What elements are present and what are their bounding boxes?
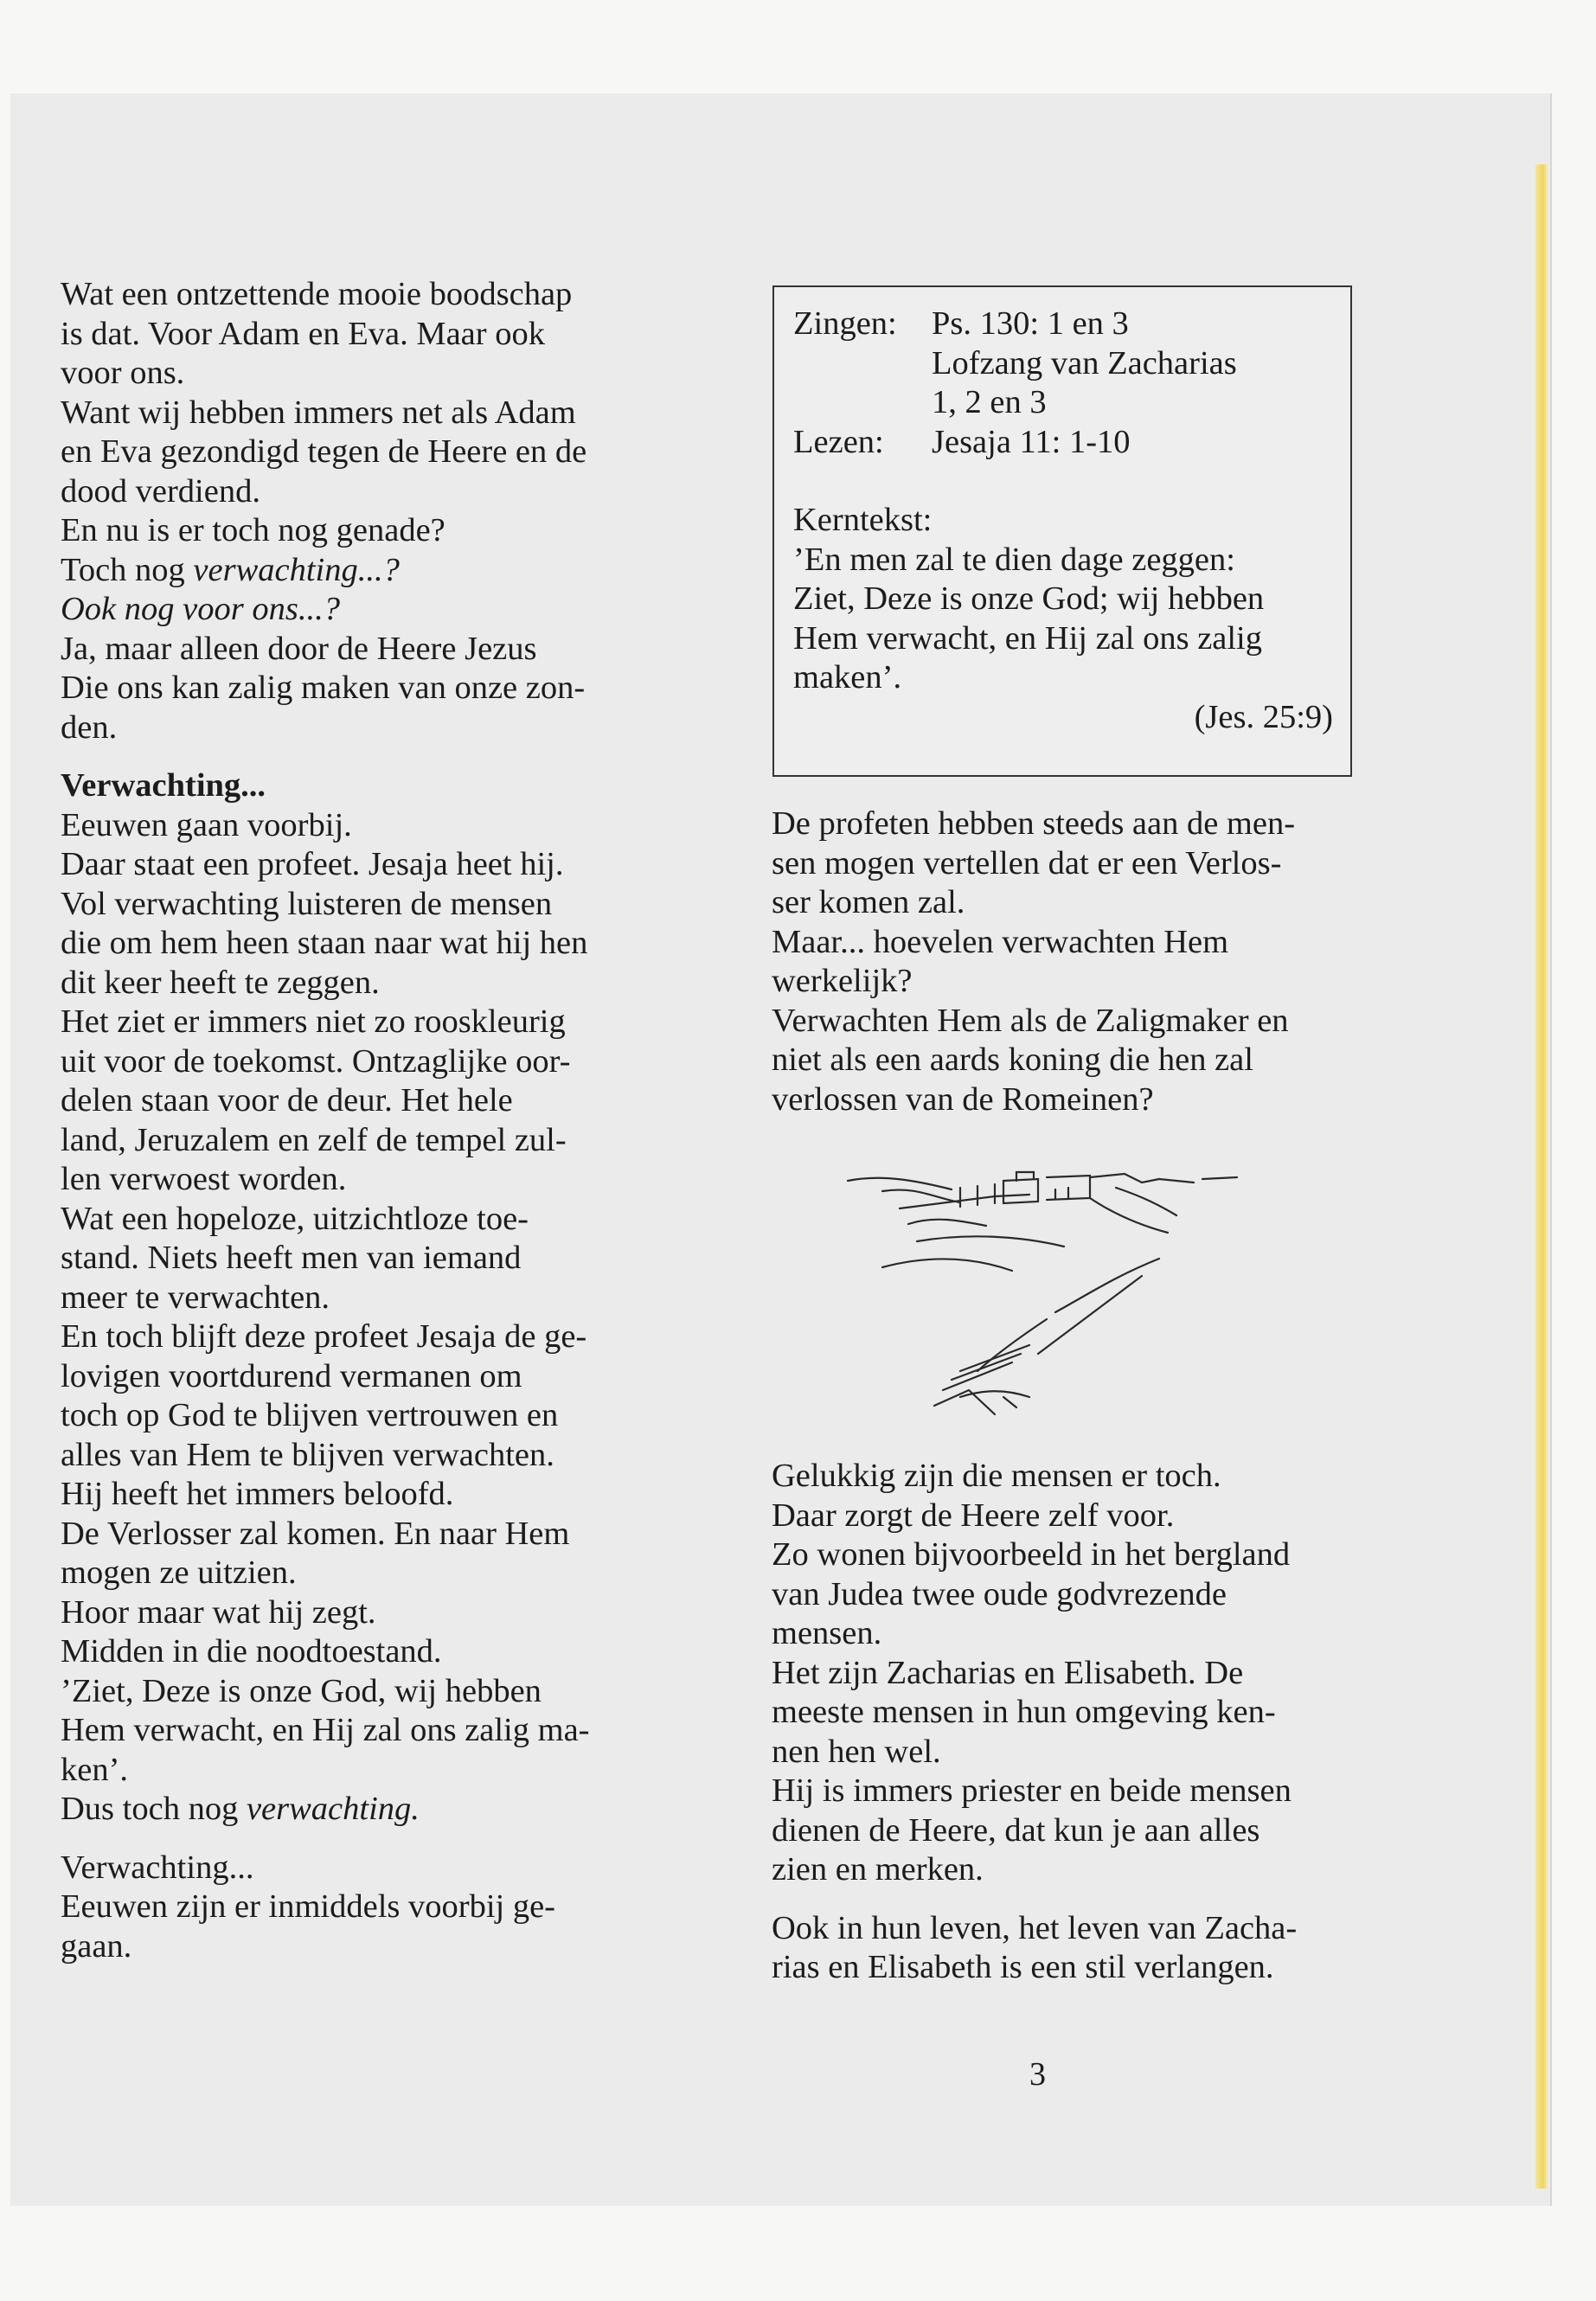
text-line: dienen de Heere, dat kun je aan alles: [772, 1811, 1260, 1849]
text-line: Die ons kan zalig maken van onze zon-: [61, 670, 586, 706]
text-line: verlossen van de Romeinen?: [772, 1080, 1154, 1118]
text-line: Zo wonen bijvoorbeeld in het bergland: [772, 1536, 1291, 1573]
page-number: 3: [1029, 2056, 1046, 2093]
text-line: die om hem heen staan naar wat hij hen: [61, 925, 588, 961]
left-column: [61, 275, 645, 1966]
text-line: toch op God te blijven vertrouwen en: [61, 1397, 559, 1433]
zingen-value: Ps. 130: 1 en 3: [932, 305, 1129, 342]
text-line: mogen ze uitzien.: [61, 1554, 297, 1591]
text-line: Vol verwachting luisteren de mensen: [61, 885, 553, 922]
text-line: nen hen wel.: [772, 1733, 941, 1770]
text-line: lovigen voortdurend vermanen om: [61, 1357, 522, 1394]
text-line: Dus toch nog: [61, 1791, 247, 1827]
kerntekst-line: ’En men zal te dien dage zeggen:: [793, 541, 1235, 578]
text-line: niet als een aards koning die hen zal: [772, 1042, 1253, 1078]
text-line: werkelijk?: [772, 963, 913, 999]
italic-text: verwachting...?: [193, 551, 400, 588]
text-line: Want wij hebben immers net als Adam: [61, 394, 576, 431]
text-line: Verwachten Hem als de Zaligmaker en: [772, 1002, 1289, 1039]
text-line: Maar... hoevelen verwachten Hem: [772, 923, 1229, 960]
text-line: Gelukkig zijn die mensen er toch.: [772, 1458, 1221, 1494]
text-line: ’Ziet, Deze is onze God, wij hebben: [61, 1672, 542, 1709]
paragraph: [61, 275, 645, 747]
text-line: Daar staat een profeet. Jesaja heet hij.: [61, 846, 564, 882]
paragraph: [61, 806, 645, 1830]
paragraph: [772, 1909, 1351, 1988]
text-line: Wat een ontzettende mooie boodschap: [61, 276, 573, 312]
italic-text: Ook nog voor ons...?: [61, 591, 340, 627]
text-line: rias en Elisabeth is een stil verlangen.: [772, 1949, 1274, 1985]
text-line: is dat. Voor Adam en Eva. Maar ook: [61, 315, 545, 352]
text-line: ken’.: [61, 1751, 129, 1788]
text-line: Eeuwen gaan voorbij.: [61, 806, 352, 843]
text-line: voor ons.: [61, 355, 185, 391]
kerntekst-line: maken’.: [793, 659, 902, 695]
text-line: len verwoest worden.: [61, 1161, 347, 1197]
paragraph: [772, 1457, 1351, 1890]
text-line: Hoor maar wat hij zegt.: [61, 1593, 376, 1631]
lezen-value: Jesaja 11: 1-10: [932, 423, 1131, 460]
page-edge: [1535, 164, 1548, 2189]
text-line: Daar zorgt de Heere zelf voor.: [772, 1497, 1175, 1534]
text-line: dood verdiend.: [61, 472, 260, 510]
text-line: Hem verwacht, en Hij zal ons zalig ma-: [61, 1712, 590, 1748]
text-line: en Eva gezondigd tegen de Heere en de: [61, 433, 587, 470]
text-line: De profeten hebben steeds aan de men-: [772, 805, 1296, 842]
reading-info-box: [772, 285, 1352, 777]
text-line: van Judea twee oude godvrezende: [772, 1575, 1227, 1612]
text-line: ser komen zal.: [772, 884, 965, 920]
kerntekst-line: Ziet, Deze is onze God; wij hebben: [793, 580, 1265, 617]
paragraph: [772, 804, 1351, 1119]
section-heading: Verwachting...: [61, 767, 266, 804]
text-line: gaan.: [61, 1927, 132, 1965]
text-line: En toch blijft deze profeet Jesaja de ge-: [61, 1318, 587, 1355]
hillside-village-illustration: [830, 1163, 1280, 1445]
text-line: Toch nog: [61, 551, 194, 588]
text-line: De Verlosser zal komen. En naar Hem: [61, 1515, 570, 1552]
text-line: Ja, maar alleen door de Heere Jezus: [61, 630, 537, 667]
text-line: meer te verwachten.: [61, 1279, 330, 1316]
zingen-value: Lofzang van Zacharias: [932, 344, 1237, 381]
text-line: Hij is immers priester en beide mensen: [772, 1772, 1292, 1809]
text-line: Het ziet er immers niet zo rooskleurig: [61, 1003, 566, 1040]
text-line: Het zijn Zacharias en Elisabeth. De: [772, 1654, 1244, 1691]
text-line: Hij heeft het immers beloofd.: [61, 1476, 454, 1512]
scripture-reference: (Jes. 25:9): [1194, 698, 1333, 735]
text-line: delen staan voor de deur. Het hele: [61, 1082, 513, 1118]
zingen-row: [793, 304, 1333, 344]
text-line: Ook in hun leven, het leven van Zacha-: [772, 1909, 1298, 1946]
text-line: zien en merken.: [772, 1851, 984, 1888]
text-line: meeste mensen in hun omgeving ken-: [772, 1694, 1276, 1730]
italic-text: verwachting.: [246, 1791, 420, 1827]
kerntekst-line: Hem verwacht, en Hij zal ons zalig: [793, 619, 1263, 657]
text-line: Eeuwen zijn er inmiddels voorbij ge-: [61, 1888, 555, 1925]
text-line: uit voor de toekomst. Ontzaglijke oor-: [61, 1042, 571, 1080]
text-line: den.: [61, 708, 118, 746]
paragraph: [61, 1849, 645, 1967]
text-line: mensen.: [772, 1615, 882, 1651]
lezen-row: [793, 423, 1333, 463]
text-line: dit keer heeft te zeggen.: [61, 964, 380, 1001]
zingen-value: 1, 2 en 3: [932, 384, 1047, 420]
text-line: Wat een hopeloze, uitzichtloze toe-: [61, 1200, 529, 1237]
text-line: Midden in die noodtoestand.: [61, 1633, 442, 1670]
text-line: stand. Niets heeft men van iemand: [61, 1240, 522, 1276]
kerntekst-label: Kerntekst:: [793, 502, 933, 538]
text-line: land, Jeruzalem en zelf de tempel zul-: [61, 1121, 567, 1158]
lezen-label: Lezen:: [793, 423, 884, 460]
text-line: alles van Hem te blijven verwachten.: [61, 1436, 554, 1473]
zingen-label: Zingen:: [793, 305, 897, 342]
text-line: sen mogen vertellen dat er een Verlos-: [772, 844, 1282, 881]
text-line: Verwachting...: [61, 1849, 254, 1886]
text-line: En nu is er toch nog genade?: [61, 512, 445, 548]
